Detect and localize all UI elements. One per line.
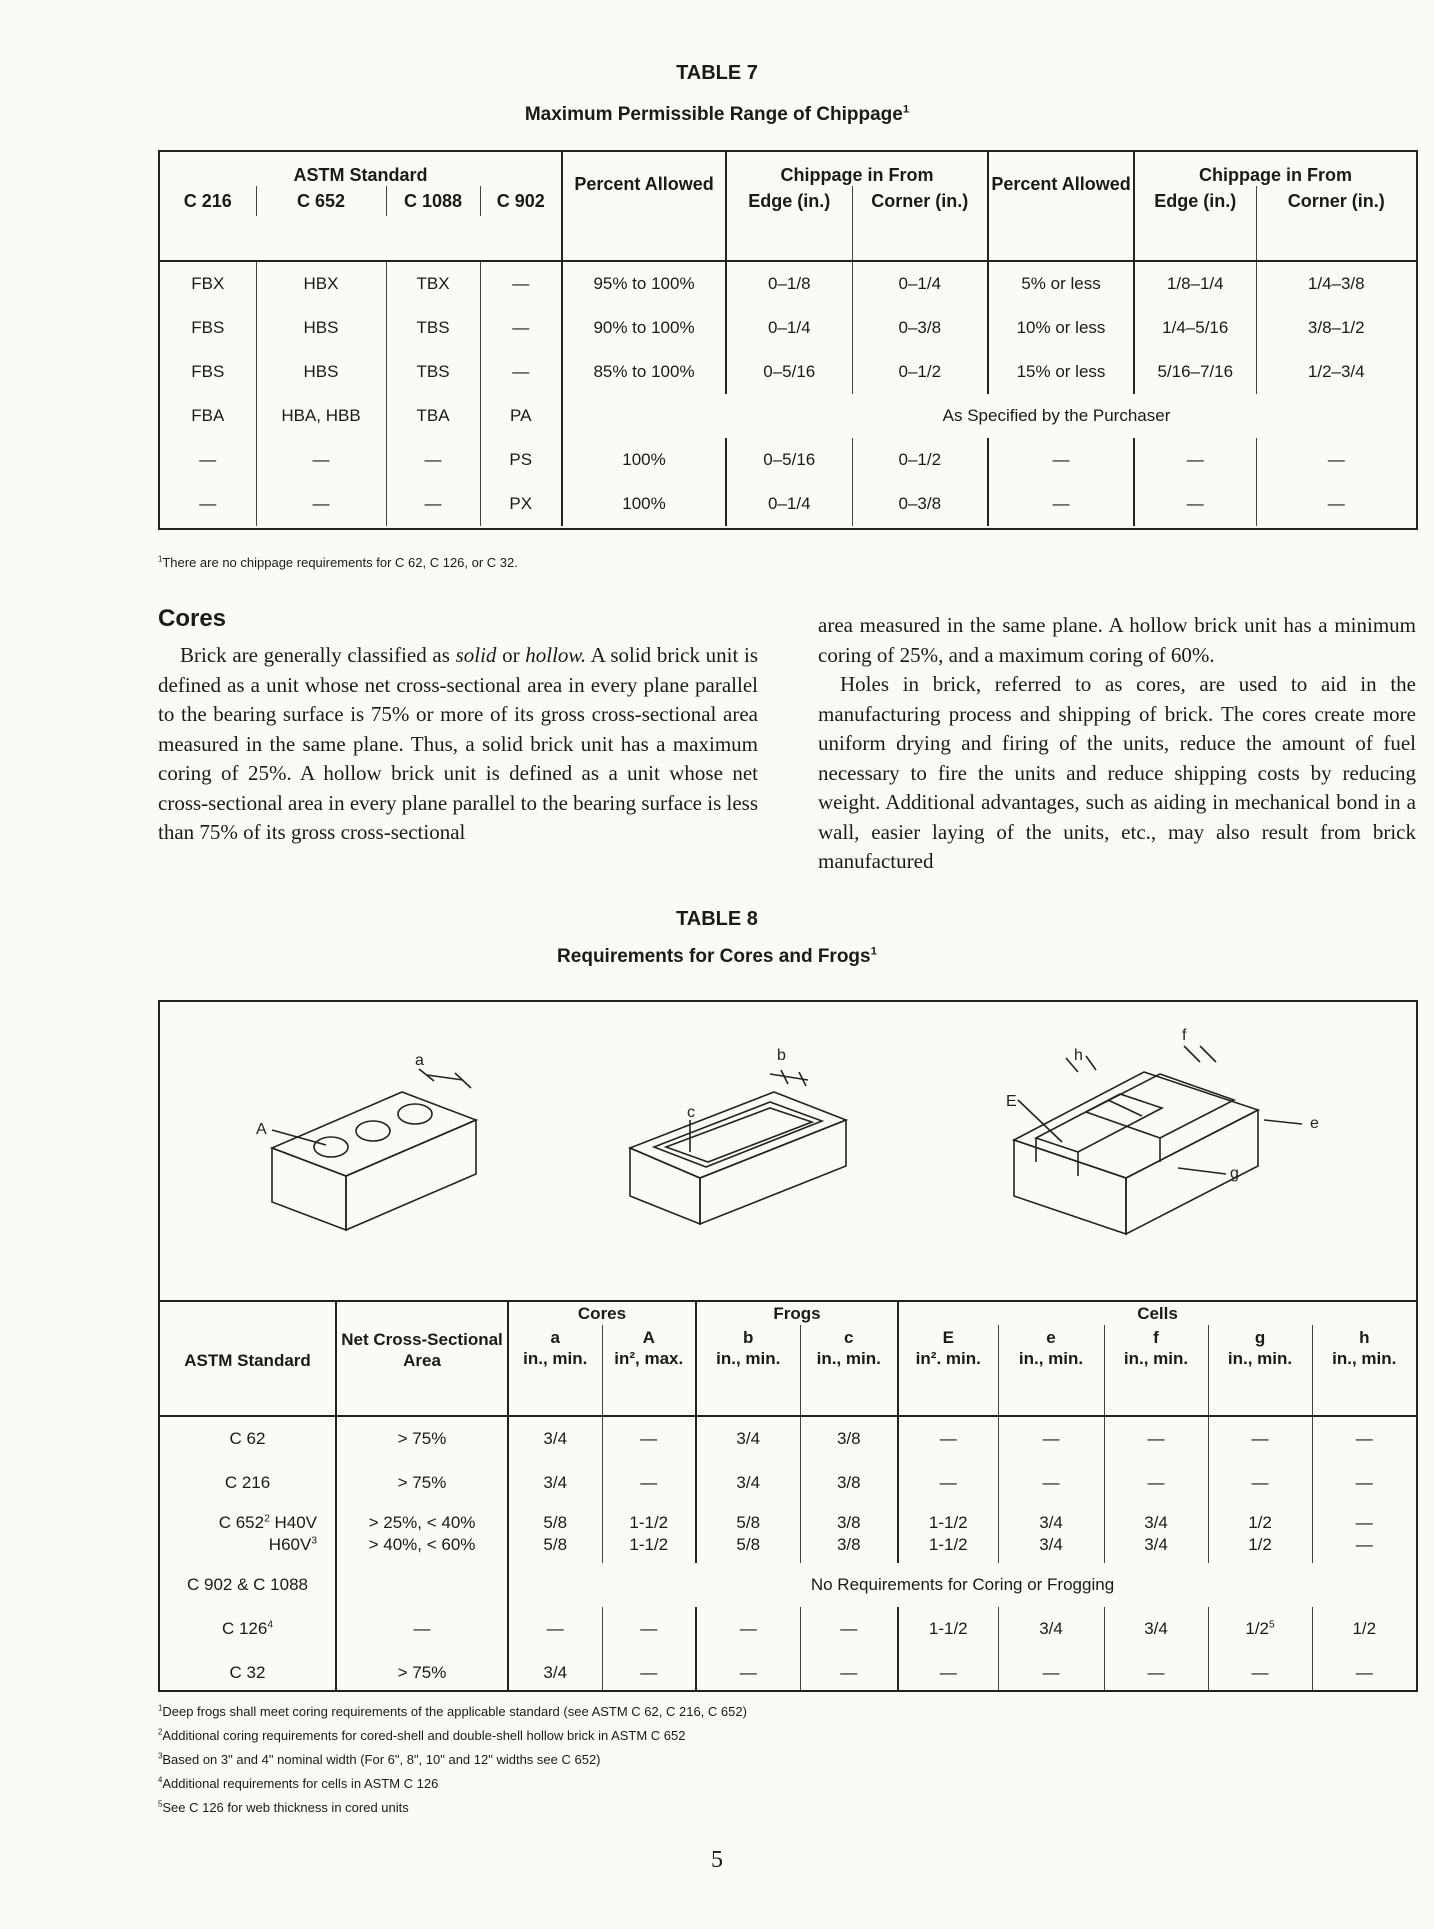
col-b: b in., min.: [696, 1325, 800, 1371]
astm-group-header: ASTM Standard: [293, 165, 428, 185]
cores-group-header: Cores: [508, 1302, 696, 1325]
table8-title: Requirements for Cores and Frogs$^1$: [557, 945, 877, 967]
col-e: e in., min.: [998, 1325, 1104, 1371]
cored-brick-diagram: [256, 1052, 476, 1230]
table-row-c126: C $126^4$ — — — — — 1-1/2 3/4 3/4 $1/2^5$ 1/2: [160, 1607, 1416, 1651]
chippage-group-header-2: Chippage in From: [1134, 152, 1416, 186]
label-f: f: [1182, 1027, 1187, 1044]
frogged-brick-diagram: [630, 1047, 846, 1224]
col-c652: C 652: [256, 186, 386, 216]
table-row-purchaser: FBA HBA, HBB TBA PA As Specified by the Purchaser: [160, 394, 1416, 438]
col-c: c in., min.: [800, 1325, 898, 1371]
col-h: h in., min.: [1312, 1325, 1416, 1371]
table-row-c652: C $652^2$ H40V $H60V^3$ > 25%, < 40% > 40%, < 60% 5/8 5/8 1-1/2 1-1/2 5/8 5/8 3/8 3/8 1-1/2 1-1/2 3/4 3/4 3/4 3/4 1/2 1/2 — —: [160, 1505, 1416, 1563]
purchaser-span: As Specified by the Purchaser: [562, 394, 1416, 438]
cores-left-column: Brick are generally classified as solid or hollow. A solid brick unit is defined as a unit whose net cross-sectional area in every plane parallel to the bearing surface is 75% or more of its gross cross-sectional area measured in the same plane. Thus, a solid brick unit has a maximum coring of 25%. A hollow brick unit is defined as a unit whose net cross-sectional area in every plane parallel to the bearing surface is less than 75% of its gross cross-sectional: [158, 643, 759, 844]
no-requirements-span: No Requirements for Coring or Frogging: [508, 1563, 1416, 1607]
table-row: — — — PS 100% 0–5/16 0–1/2 — — —: [160, 438, 1416, 482]
col-c216: C 216: [183, 190, 232, 211]
label-c: c: [687, 1104, 695, 1121]
col-edge: Edge (in.): [726, 186, 852, 216]
page-number: 5: [711, 1847, 723, 1873]
percent-allowed-header: Percent Allowed: [562, 152, 726, 216]
label-b: b: [777, 1047, 786, 1064]
table-row: C 32 > 75% 3/4 — — — — — — — —: [160, 1651, 1416, 1692]
frogs-group-header: Frogs: [696, 1302, 898, 1325]
col-g: g in., min.: [1208, 1325, 1312, 1371]
cells-group-header: Cells: [898, 1302, 1416, 1325]
table7: [158, 150, 1418, 530]
table7-footnote: $^1$There are no chippage requirements for C 62, C 126, or C 32.: [158, 554, 518, 570]
label-a: a: [415, 1052, 424, 1069]
brick-diagrams: [160, 1002, 1416, 1302]
chippage-group-header: Chippage in From: [726, 152, 988, 186]
table-row: — — — PX 100% 0–1/4 0–3/8 — — —: [160, 482, 1416, 526]
col-c902: C 902: [480, 186, 562, 216]
table8-footnote-2: $^2$Additional coring requirements for cored-shell and double-shell hollow brick in ASTM C 652: [158, 1727, 686, 1743]
table8-footnote-4: $^4$Additional requirements for cells in ASTM C 126: [158, 1775, 439, 1791]
table8-footnote-3: $^3$Based on 3" and 4" nominal width (For 6", 8", 10" and 12" widths see C 652): [158, 1751, 601, 1767]
col-a: a in., min.: [508, 1325, 602, 1371]
table8-footnote-1: $^1$Deep frogs shall meet coring requirements of the applicable standard (see ASTM C 62, C 216, C 652): [158, 1703, 747, 1719]
table8: [158, 1000, 1418, 1692]
table-row: C 216 > 75% 3/4 — 3/4 3/8 — — — — —: [160, 1461, 1416, 1505]
col-edge-2: Edge (in.): [1134, 186, 1256, 216]
table8-footnote-5: $^5$See C 126 for web thickness in cored units: [158, 1799, 409, 1815]
cores-right-column: area measured in the same plane. A hollow brick unit has a minimum coring of 25%, and a maximum coring of 60%. Holes in brick, referred to as cores, are used to aid in the manufacturing process and shipping of brick. The cores create more uniform drying and firing of the units, reduce the amount of fuel necessary to fire the units and reduce shipping costs by reducing weight. Additional advantages, such as aiding in mechanical bond in a wall, easier laying of the units, etc., may also result from brick manufactured: [818, 613, 1416, 873]
percent-allowed-header-2: Percent Allowed: [988, 152, 1134, 216]
table-row: FBX HBX TBX — 95% to 100% 0–1/8 0–1/4 5% or less 1/8–1/4 1/4–3/8: [160, 261, 1416, 306]
table-row: FBS HBS TBS — 85% to 100% 0–5/16 0–1/2 15% or less 5/16–7/16 1/2–3/4: [160, 350, 1416, 394]
col-c1088: C 1088: [386, 186, 480, 216]
net-area-header: Net Cross-Sectional Area: [336, 1302, 508, 1371]
col-corner-2: Corner (in.): [1256, 186, 1416, 216]
table8-label: TABLE 8: [676, 908, 758, 930]
table7-label: TABLE 7: [676, 62, 758, 84]
col-A: A in², max.: [602, 1325, 696, 1371]
label-e: e: [1310, 1115, 1319, 1132]
table-row: C 62 > 75% 3/4 — 3/4 3/8 — — — — —: [160, 1416, 1416, 1461]
label-A: A: [256, 1121, 267, 1138]
cores-heading: Cores: [158, 605, 227, 632]
cell-brick-diagram: [1006, 1027, 1319, 1234]
label-E: E: [1006, 1093, 1017, 1110]
astm-standard-header: ASTM Standard: [184, 1351, 311, 1370]
label-g: g: [1230, 1165, 1239, 1182]
label-h: h: [1074, 1047, 1083, 1064]
table-row-c902: C 902 & C 1088 No Requirements for Coring or Frogging: [160, 1563, 1416, 1607]
col-f: f in., min.: [1104, 1325, 1208, 1371]
table7-title: Maximum Permissible Range of Chippage$^1$: [524, 103, 910, 125]
table-row: FBS HBS TBS — 90% to 100% 0–1/4 0–3/8 10% or less 1/4–5/16 3/8–1/2: [160, 306, 1416, 350]
col-E: E in². min.: [898, 1325, 998, 1371]
col-corner: Corner (in.): [852, 186, 988, 216]
